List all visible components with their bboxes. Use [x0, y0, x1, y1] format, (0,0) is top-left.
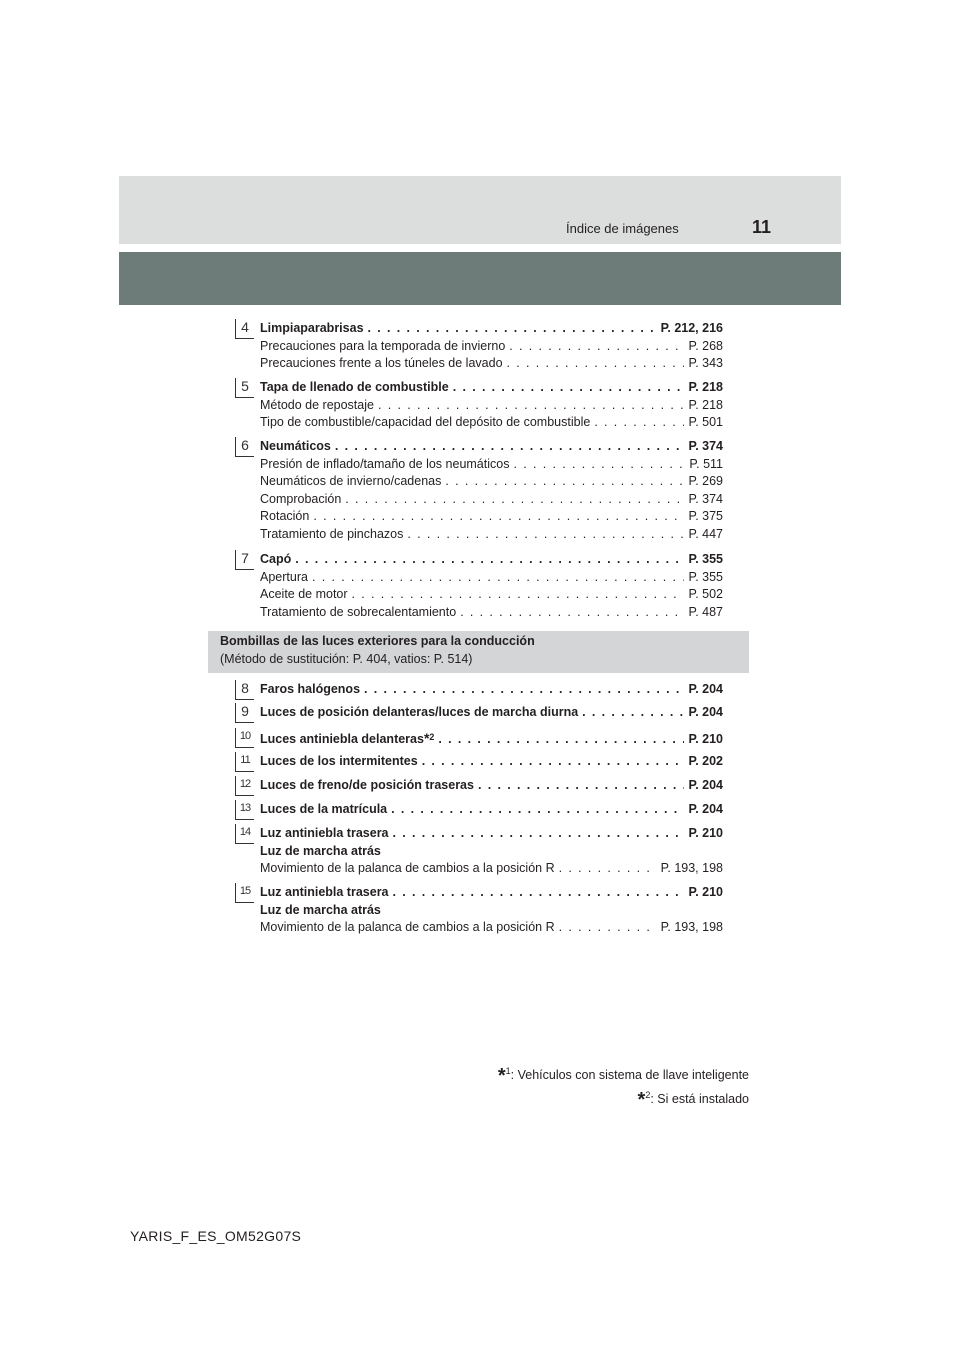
- index-line-label: Luces antiniebla delanteras: [260, 732, 424, 746]
- bulb-box-subtitle: (Método de sustitución: P. 404, vatios: P. 514): [220, 652, 473, 666]
- section-banner: [119, 252, 841, 305]
- dot-leader: [295, 550, 684, 568]
- page-reference[interactable]: P. 212, 216: [660, 321, 723, 335]
- document-code: YARIS_F_ES_OM52G07S: [130, 1228, 302, 1244]
- index-line-label: Neumáticos de invierno/cadenas: [260, 474, 442, 488]
- exterior-bulbs-box: [208, 631, 749, 673]
- callout-number-marker: 15: [235, 883, 254, 903]
- index-line: [260, 859, 723, 877]
- page-reference[interactable]: P. 269: [688, 474, 723, 488]
- index-line-label: Tapa de llenado de combustible: [260, 380, 449, 394]
- dot-leader: [393, 883, 685, 901]
- dot-leader: [407, 525, 684, 543]
- dot-leader: [378, 396, 685, 414]
- page-reference[interactable]: P. 218: [688, 397, 723, 412]
- index-line-label: Luz de marcha atrás: [260, 843, 381, 858]
- callout-number-marker: 9: [235, 703, 254, 723]
- dot-leader: [513, 455, 685, 473]
- page-reference[interactable]: P. 204: [688, 802, 723, 816]
- index-line: [260, 525, 723, 543]
- index-line: [260, 413, 723, 431]
- index-line: [260, 603, 723, 621]
- index-line-label: Luces de los intermitentes: [260, 754, 418, 768]
- index-line: [260, 550, 723, 568]
- bulb-box-title: Bombillas de las luces exteriores para la conducción: [220, 634, 535, 648]
- header-band: [119, 176, 841, 244]
- dot-leader: [559, 918, 657, 936]
- callout-number-marker: 13: [235, 800, 254, 820]
- index-line: [260, 703, 723, 721]
- index-line-label: Rotación: [260, 509, 310, 523]
- dot-leader: [364, 680, 684, 698]
- dot-leader: [422, 752, 685, 770]
- dot-leader: [445, 472, 684, 490]
- index-line: [260, 507, 723, 525]
- index-line-label: Luces de posición delanteras/luces de marcha diurna: [260, 705, 579, 719]
- index-line: [260, 490, 723, 508]
- index-line: [260, 437, 723, 455]
- page-reference[interactable]: P. 204: [688, 705, 723, 719]
- index-line-label: Precauciones frente a los túneles de lavado: [260, 356, 503, 370]
- index-line: [260, 883, 723, 901]
- index-line: [260, 455, 723, 473]
- page-reference[interactable]: P. 511: [689, 456, 723, 471]
- dot-leader: [335, 437, 685, 455]
- page-reference[interactable]: P. 375: [688, 509, 723, 523]
- page-reference[interactable]: P. 502: [688, 587, 723, 601]
- callout-number-marker: 12: [235, 776, 254, 796]
- page-reference[interactable]: P. 204: [688, 682, 723, 696]
- callout-number-marker: 8: [235, 680, 254, 700]
- index-line: [260, 337, 723, 355]
- page-reference[interactable]: P. 193, 198: [660, 920, 723, 934]
- callout-number-marker: 6: [235, 437, 254, 457]
- index-line-label: Precauciones para la temporada de invierno: [260, 338, 506, 353]
- dot-leader: [391, 800, 684, 818]
- index-line-label: Luces de freno/de posición traseras: [260, 778, 474, 792]
- index-line-label: Tratamiento de pinchazos: [260, 526, 404, 541]
- index-line-label: Comprobación: [260, 491, 342, 506]
- page-reference[interactable]: P. 447: [688, 526, 723, 541]
- callout-number-marker: 14: [235, 824, 254, 844]
- index-line: [260, 824, 723, 842]
- index-line-label: Faros halógenos: [260, 682, 361, 696]
- page-reference[interactable]: P. 374: [688, 439, 723, 453]
- index-line: [260, 800, 723, 818]
- index-line-label: Capó: [260, 552, 292, 566]
- dot-leader: [393, 824, 685, 842]
- dot-leader: [507, 354, 685, 372]
- index-line: [260, 568, 723, 586]
- index-line: [260, 752, 723, 770]
- callout-number-marker: 4: [235, 319, 254, 339]
- page-reference[interactable]: P. 210: [688, 885, 723, 899]
- index-line-label: Presión de inflado/tamaño de los neumáticos: [260, 456, 510, 471]
- section-title: Índice de imágenes: [566, 221, 679, 236]
- dot-leader: [345, 490, 684, 508]
- dot-leader: [438, 730, 684, 748]
- page-reference[interactable]: P. 487: [688, 604, 723, 619]
- index-line-label: Neumáticos: [260, 439, 331, 453]
- dot-leader: [594, 413, 684, 431]
- dot-leader: [312, 568, 685, 586]
- index-line: [260, 396, 723, 414]
- page-number: 11: [752, 217, 772, 237]
- footnotes: [498, 1062, 749, 1110]
- index-line: [260, 918, 723, 936]
- index-line-label: Tratamiento de sobrecalentamiento: [260, 604, 457, 619]
- index-line: [260, 842, 723, 860]
- dot-leader: [582, 703, 684, 721]
- dot-leader: [368, 319, 657, 337]
- footnote-reference: *$^2$: [423, 730, 435, 746]
- page-reference[interactable]: P. 218: [688, 380, 723, 394]
- dot-leader: [509, 337, 684, 355]
- page-reference[interactable]: P. 343: [688, 356, 723, 370]
- page-reference[interactable]: P. 374: [688, 491, 723, 506]
- index-line-label: Luz de marcha atrás: [260, 902, 381, 917]
- index-line: [260, 728, 723, 746]
- footnote-1: *$^1$: Vehículos con sistema de llave inteligente: [497, 1065, 749, 1087]
- dot-leader: [559, 859, 657, 877]
- page-reference[interactable]: P. 355: [688, 552, 723, 566]
- footnote-2: *$^2$: Si está instalado: [637, 1089, 749, 1111]
- page-reference[interactable]: P. 268: [688, 338, 723, 353]
- page-reference[interactable]: P. 210: [688, 826, 723, 840]
- index-line: [260, 901, 723, 919]
- index-line: [260, 776, 723, 794]
- dot-leader: [460, 603, 684, 621]
- callout-number-marker: 10: [235, 728, 254, 748]
- index-line-label: Luces de la matrícula: [260, 802, 388, 816]
- index-line: [260, 585, 723, 603]
- index-line-label: Aceite de motor: [260, 587, 348, 601]
- page-reference[interactable]: P. 204: [688, 778, 723, 792]
- index-line-label: Luz antiniebla trasera: [260, 826, 389, 840]
- page-reference[interactable]: P. 193, 198: [660, 861, 723, 875]
- dot-leader: [478, 776, 685, 794]
- index-line-label: Limpiaparabrisas: [260, 321, 364, 335]
- index-line: [260, 354, 723, 372]
- page-reference[interactable]: P. 202: [688, 754, 723, 768]
- dot-leader: [453, 378, 685, 396]
- index-line: [260, 319, 723, 337]
- dot-leader: [352, 585, 685, 603]
- dot-leader: [313, 507, 684, 525]
- index-line: [260, 378, 723, 396]
- page-reference[interactable]: P. 210: [688, 732, 723, 746]
- index-line: [260, 472, 723, 490]
- index-line-label: Movimiento de la palanca de cambios a la posición R: [260, 861, 555, 875]
- index-line: [260, 680, 723, 698]
- index-line-label: Método de repostaje: [260, 397, 374, 412]
- page-reference[interactable]: P. 355: [688, 569, 723, 584]
- index-line-label: Apertura: [260, 569, 308, 584]
- index-line-label: Movimiento de la palanca de cambios a la posición R: [260, 920, 555, 934]
- index-line-label: Luz antiniebla trasera: [260, 885, 389, 899]
- callout-number-marker: 11: [235, 752, 254, 772]
- callout-number-marker: 5: [235, 378, 254, 398]
- index-line-label: Tipo de combustible/capacidad del depósito de combustible: [260, 415, 591, 429]
- page-reference[interactable]: P. 501: [688, 415, 723, 429]
- callout-number-marker: 7: [235, 550, 254, 570]
